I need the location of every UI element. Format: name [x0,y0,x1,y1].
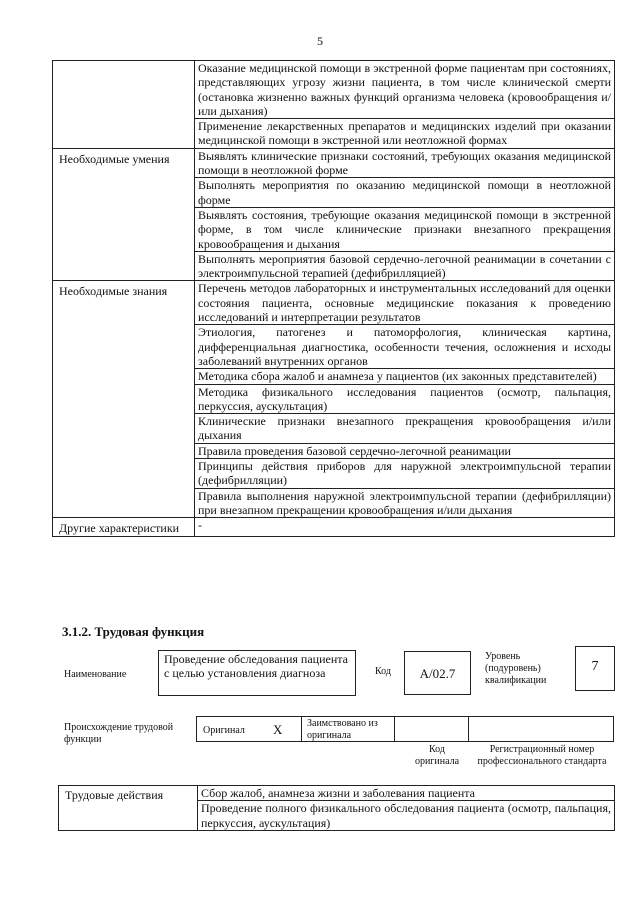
row-item: Выполнять мероприятия по оказанию медицинской помощи в неотложной форме [195,178,615,208]
section-heading: 3.1.2. Трудовая функция [62,624,205,639]
table-row [59,786,615,801]
row-label: Другие характеристики [53,518,195,536]
table-row [53,148,615,178]
code-label: Код [375,666,391,677]
registration-caption: Регистрационный номер профессионального стандарта [477,744,607,767]
row-label: Необходимые умения [53,148,195,281]
row-item: Сбор жалоб, анамнеза жизни и заболевания пациента [198,786,615,801]
row-item: Оказание медицинской помощи в экстренной форме пациентам при состояниях, представляющих угрозу жизни пациента, в том числе клинической смерти (остановка жизненно важных функций организма человека (кровообращения и/или дыхания) [195,61,615,119]
table-row [53,281,615,325]
row-item: Принципы действия приборов для наружной электроимпульсной терапии (дефибрилляции) [195,459,615,489]
original-label: Оригинал [203,725,245,736]
requirements-table [52,60,615,537]
row-item: Выявлять состояния, требующие оказания медицинской помощи в экстренной форме, в том числе клинические признаки внезапного прекращения кровообращения и дыхания [195,207,615,251]
origin-label: Происхождение трудовой функции [64,722,174,745]
row-item: Этиология, патогенез и патоморфология, клиническая картина, дифференциальная диагностика, особенности течения, осложнения и исходы заболеваний внутренних органов [195,325,615,369]
level-label: Уровень (подуровень) квалификации [485,651,547,686]
row-item: Методика сбора жалоб и анамнеза у пациентов (их законных представителей) [195,369,615,384]
row-item: Клинические признаки внезапного прекращения кровообращения и/или дыхания [195,414,615,444]
row-item: - [195,518,615,536]
row-item: Применение лекарственных препаратов и медицинских изделий при оказании медицинской помощи в экстренной или неотложной формах [195,119,615,149]
labor-actions-table [58,785,615,831]
original-mark: X [273,722,283,737]
page-number: 5 [317,34,323,48]
row-label [53,61,195,149]
code-value: A/02.7 [404,651,471,695]
code-original-caption: Код оригинала [414,744,460,767]
row-label: Необходимые знания [53,281,195,518]
level-value: 7 [575,646,615,691]
row-item: Правила выполнения наружной электроимпульсной терапии (дефибрилляции) при внезапном прекращении кровообращения и/или дыхания [195,488,615,518]
origin-box [196,716,614,742]
divider [301,716,302,742]
row-item: Правила проведения базовой сердечно-легочной реанимации [195,443,615,458]
divider [468,716,469,742]
borrowed-label: Заимствовано из оригинала [307,718,378,741]
row-item: Проведение полного физикального обследования пациента (осмотр, пальпация, перкуссия, аускультация) [198,801,615,831]
row-item: Перечень методов лабораторных и инструментальных исследований для оценки состояния пациента, основные медицинские показания к проведению исследований и интерпретации результатов [195,281,615,325]
row-item: Методика физикального исследования пациентов (осмотр, пальпация, перкуссия, аускультация) [195,384,615,414]
table-row [53,61,615,119]
row-item: Выполнять мероприятия базовой сердечно-легочной реанимации в сочетании с электроимпульсной терапией (дефибрилляцией) [195,251,615,281]
row-label: Трудовые действия [59,786,198,831]
table-row [53,518,615,536]
row-item: Выявлять клинические признаки состояний, требующих оказания медицинской помощи в неотложной форме [195,148,615,178]
name-label: Наименование [64,669,127,680]
name-value: Проведение обследования пациента с целью установления диагноза [158,650,356,696]
divider [394,716,395,742]
